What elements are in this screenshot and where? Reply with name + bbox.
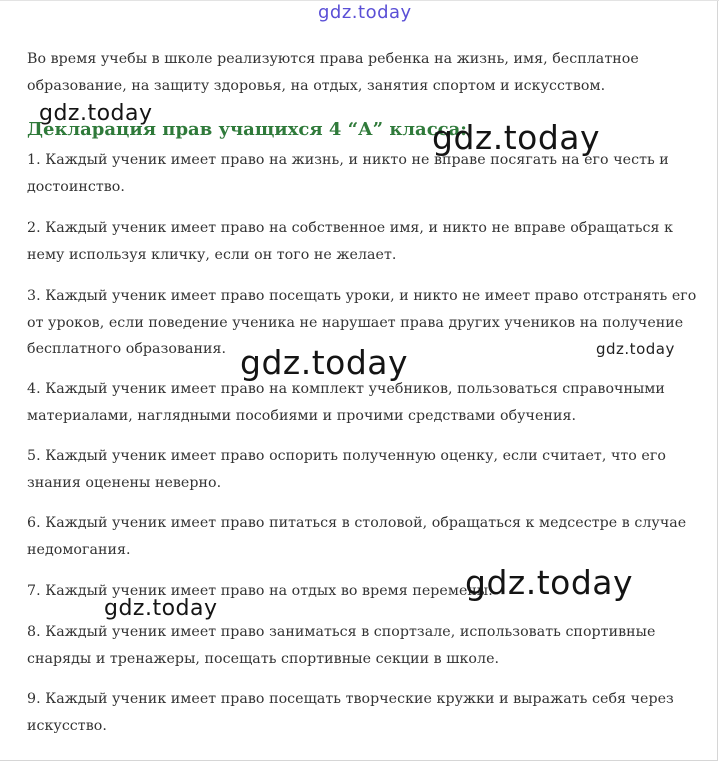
watermark: gdz.today <box>39 101 153 126</box>
list-item: 2. Каждый ученик имеет право на собственное имя, и никто не вправе обращаться к нему используя кличку, если он того не желает. <box>27 220 674 263</box>
declaration-heading: Декларация прав учащихся 4 “А” класса: <box>27 119 467 140</box>
list-item: 9. Каждый ученик имеет право посещать творческие кружки и выражать себя через искусство. <box>27 691 674 734</box>
list-item: 5. Каждый ученик имеет право оспорить полученную оценку, если считает, что его знания оценены неверно. <box>27 448 666 491</box>
list-item: 7. Каждый ученик имеет право на отдых во время перемены. <box>27 583 493 599</box>
list-item: 3. Каждый ученик имеет право посещать уроки, и никто не имеет право отстранять его от уроков, если поведение ученика не нарушает права других учеников на получение бесплатного образования. <box>27 288 697 357</box>
list-item: 8. Каждый ученик имеет право заниматься в спортзале, использовать спортивные снаряды и тренажеры, посещать спортивные секции в школе. <box>27 624 656 667</box>
watermark: gdz.today <box>465 563 634 602</box>
watermark: gdz.today <box>104 596 218 621</box>
watermark: gdz.today <box>596 340 675 358</box>
list-item: 6. Каждый ученик имеет право питаться в столовой, обращаться к медсестре в случае недомогания. <box>27 515 687 558</box>
cut-off-next-line <box>28 755 228 762</box>
intro-paragraph: Во время учебы в школе реализуются права ребенка на жизнь, имя, бесплатное образование, на защиту здоровья, на отдых, занятия спортом и искусством. <box>27 51 639 94</box>
list-item: 1. Каждый ученик имеет право на жизнь, и никто не вправе посягать на его честь и достоинство. <box>27 152 669 195</box>
watermark: gdz.today <box>432 118 601 157</box>
watermark: gdz.today <box>240 343 409 382</box>
watermark-top: gdz.today <box>318 2 412 23</box>
top-divider <box>0 0 719 1</box>
list-item: 4. Каждый ученик имеет право на комплект учебников, пользоваться справочными материалами, наглядными пособиями и прочими средствами обучения. <box>27 381 665 424</box>
